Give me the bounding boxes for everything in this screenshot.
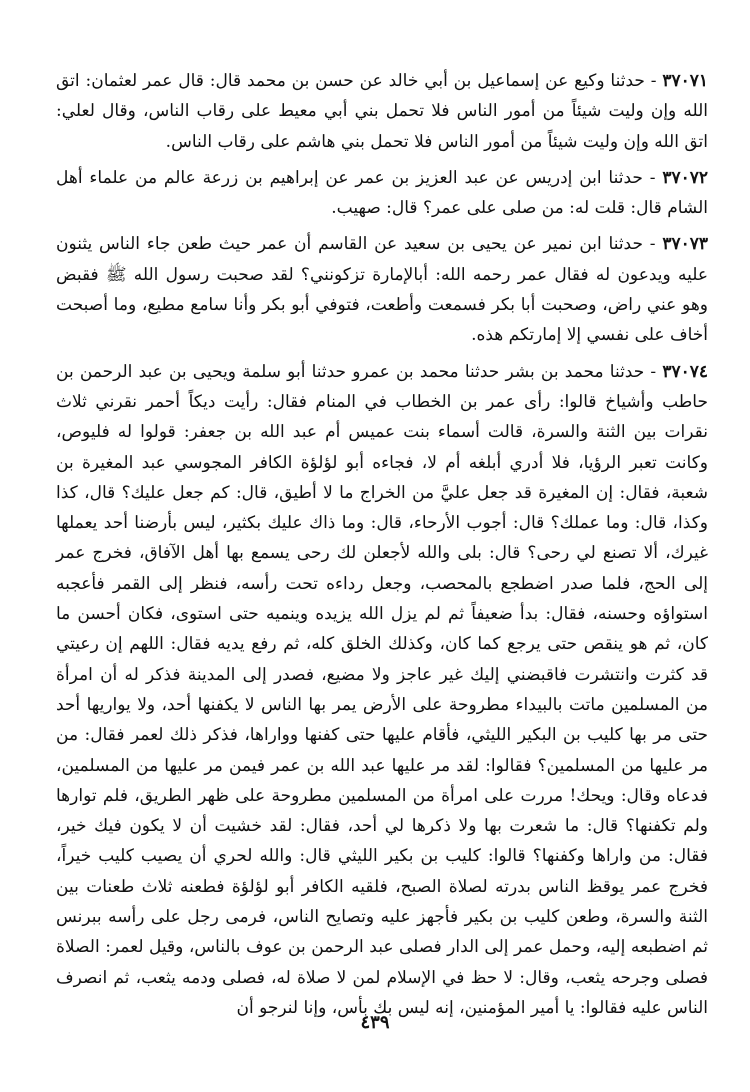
hadith-number: ٣٧٠٧٢ (662, 167, 708, 188)
hadith-text: - حدثنا محمد بن بشر حدثنا محمد بن عمرو حدثنا أبو سلمة ويحيى بن عبد الرحمن بن حاطب وأشياخ قالوا: رأى عمر بن الخطاب في المنام فقال: رأيت ديكاً أحمر نقرني ثلاث نقرات بين الثنة والسرة، قالت أسماء بنت عميس أم عبد الله بن جعفر: قولوا له فليوص، وكانت تعبر الرؤيا، فلا أدري أبلغه أم لا، فجاءه أبو لؤلؤة الكافر المجوسي عبد المغيرة بن شعبة، فقال: إن المغيرة قد جعل عليَّ من الخراج ما لا أطيق، قال: كم جعل عليك؟ قال، كذا وكذا، قال: وما عملك؟ قال: أجوب الأرحاء، قال: وما ذاك عليك بكثير، ليس بأرضنا أحد يعملها غيرك، ألا تصنع لي رحى؟ قال: بلى والله لأجعلن لك رحى يسمع بها أهل الآفاق، فخرج عمر إلى الحج، فلما صدر اضطجع بالمحصب، وجعل رداءه تحت رأسه، فنظر إلى القمر فأعجبه استواؤه وحسنه، فقال: بدأ ضعيفاً ثم لم يزل الله يزيده وينميه حتى استوى، فكان أحسن ما كان، ثم هو ينقص حتى يرجع كما كان، وكذلك الخلق كله، ثم رفع يديه فقال: اللهم إن رعيتي قد كثرت وانتشرت فاقبضني إليك غير عاجز ولا مضيع، فصدر إلى المدينة فذكر له أن امرأة من المسلمين ماتت بالبيداء مطروحة على الأرض يمر بها الناس لا يكفنها أحد، ولا يواريها أحد حتى مر بها كليب بن البكير الليثي، فأقام عليها حتى كفنها وواراها، فذكر ذلك لعمر فقال: من مر عليها من المسلمين؟ فقالوا: لقد مر عليها عبد الله بن عمر فيمن مر عليها من المسلمين، فدعاه وقال: ويحك! مررت على امرأة من المسلمين مطروحة على ظهر الطريق، فلم توارها ولم تكفنها؟ قال: ما شعرت بها ولا ذكرها لي أحد، فقال: لقد خشيت أن لا يكون فيك خير، فقال: من واراها وكفنها؟ قالوا: كليب بن بكير الليثي قال: والله لحري أن يصيب كليب خيراً، فخرج عمر يوقظ الناس بدرته لصلاة الصبح، فلقيه الكافر أبو لؤلؤة فطعنه ثلاث طعنات بين الثنة والسرة، وطعن كليب بن بكير فأجهز عليه وتصايح الناس، فرمى رجل على رأسه ببرنس ثم اضطبعه إليه، وحمل عمر إلى الدار فصلى عبد الرحمن بن عوف بالناس، وقيل لعمر: الصلاة فصلى وجرحه يثعب، وقال: لا حظ في الإسلام لمن لا صلاة له، فصلى ودمه يثعب، ثم انصرف الناس عليه فقالوا: يا أمير المؤمنين، إنه ليس بك بأس، وإنا لنرجو أن (56, 361, 708, 1018)
page-number: ٤٣٩ (360, 1012, 390, 1033)
hadith-number: ٣٧٠٧١ (662, 71, 709, 91)
page-body (56, 66, 708, 1029)
hadith-paragraph-37072 (56, 163, 708, 224)
hadith-text: - حدثنا ابن نمير عن يحيى بن سعيد عن القاسم أن عمر حيث طعن جاء الناس يثنون عليه ويدعون له فقال عمر رحمه الله: أبالإمارة تزكونني؟ لقد صحبت رسول الله ﷺ فقبض وهو عني راض، وصحبت أبا بكر فسمعت وأطعت، فتوفي أبو بكر وأنا سامع مطيع، وما أصبحت أخاف على نفسي إلا إمارتكم هذه. (56, 234, 708, 346)
hadith-paragraph-37073 (56, 229, 708, 350)
hadith-text: - حدثنا وكيع عن إسماعيل بن أبي خالد عن حسن بن محمد قال: قال عمر لعثمان: اتق الله وإن وليت شيئاً من أمور الناس فلا تحمل بني أبي معيط على رقاب الناس، وقال لعلي: اتق الله وإن وليت شيئاً من أمور الناس فلا تحمل بني هاشم على رقاب الناس. (56, 71, 708, 152)
hadith-number: ٣٧٠٧٤ (662, 361, 709, 382)
hadith-number: ٣٧٠٧٣ (662, 234, 709, 255)
hadith-paragraph-37074 (56, 357, 708, 1024)
hadith-text: - حدثنا ابن إدريس عن عبد العزيز بن عمر عن إبراهيم بن زرعة عالم من علماء أهل الشام قال: قلت له: من صلى على عمر؟ قال: صهيب. (56, 167, 708, 219)
hadith-paragraph-37071 (56, 66, 708, 157)
